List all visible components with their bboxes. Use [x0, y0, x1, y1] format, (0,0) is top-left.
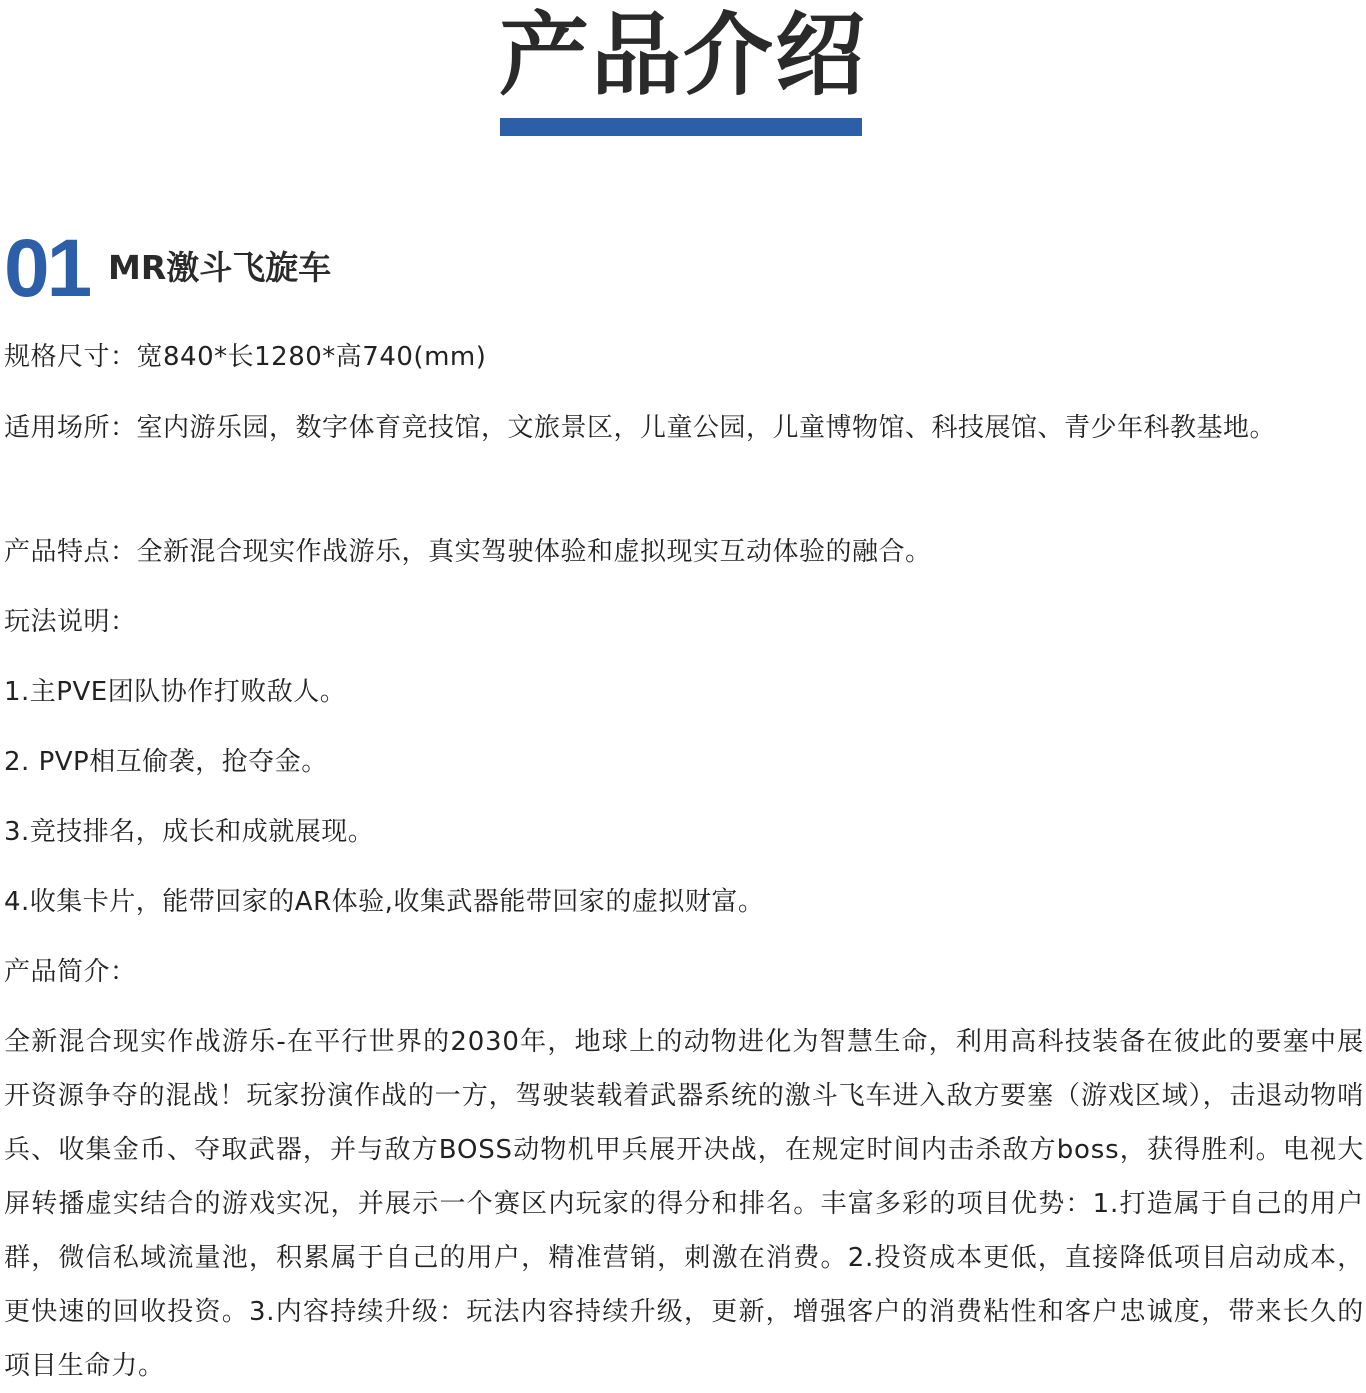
intro-body: 全新混合现实作战游乐-在平行世界的2030年，地球上的动物进化为智慧生命，利用高科技装备在彼此的要塞中展开资源争夺的混战！玩家扮演作战的一方，驾驶装载着武器系统的激斗飞车进入敌方要塞（游戏区域），击退动物哨兵、收集金币、夺取武器，并与敌方BOSS动物机甲兵展开决战，在规定时间内击杀敌方boss，获得胜利。电视大屏转播虚实结合的游戏实况，并展示一个赛区内玩家的得分和排名。丰富多彩的项目优势：1.打造属于自己的用户群，微信私域流量池，积累属于自己的用户，精准营销，刺激在消费。2.投资成本更低，直接降低项目启动成本，更快速的回收投资。3.内容持续升级：玩法内容持续升级，更新，增强客户的消费粘性和客户忠诚度，带来长久的项目生命力。: [4, 1027, 1364, 1381]
spec-line: 规格尺寸：宽840*长1280*高740(mm): [4, 342, 487, 372]
gameplay-item-3: 3.竞技排名，成长和成就展现。: [4, 817, 375, 847]
section-number: 01: [4, 223, 90, 314]
title-underline: [500, 118, 862, 136]
section-title: MR激斗飞旋车: [108, 248, 332, 287]
intro-heading: 产品简介：: [4, 957, 137, 987]
page-title: 产品介绍: [499, 3, 867, 108]
features-line: 产品特点：全新混合现实作战游乐，真实驾驶体验和虚拟现实互动体验的融合。: [4, 537, 932, 567]
gameplay-item-4: 4.收集卡片，能带回家的AR体验,收集武器能带回家的虚拟财富。: [4, 887, 765, 917]
page-header: [0, 0, 1366, 140]
section-heading: [4, 224, 1304, 314]
gameplay-item-1: 1.主PVE团队协作打败敌人。: [4, 677, 347, 707]
venues-line: 适用场所：室内游乐园，数字体育竞技馆，文旅景区，儿童公园，儿童博物馆、科技展馆、青少年科教基地。: [4, 413, 1277, 443]
gameplay-item-2: 2. PVP相互偷袭，抢夺金。: [4, 747, 328, 777]
gameplay-heading: 玩法说明：: [4, 607, 137, 637]
